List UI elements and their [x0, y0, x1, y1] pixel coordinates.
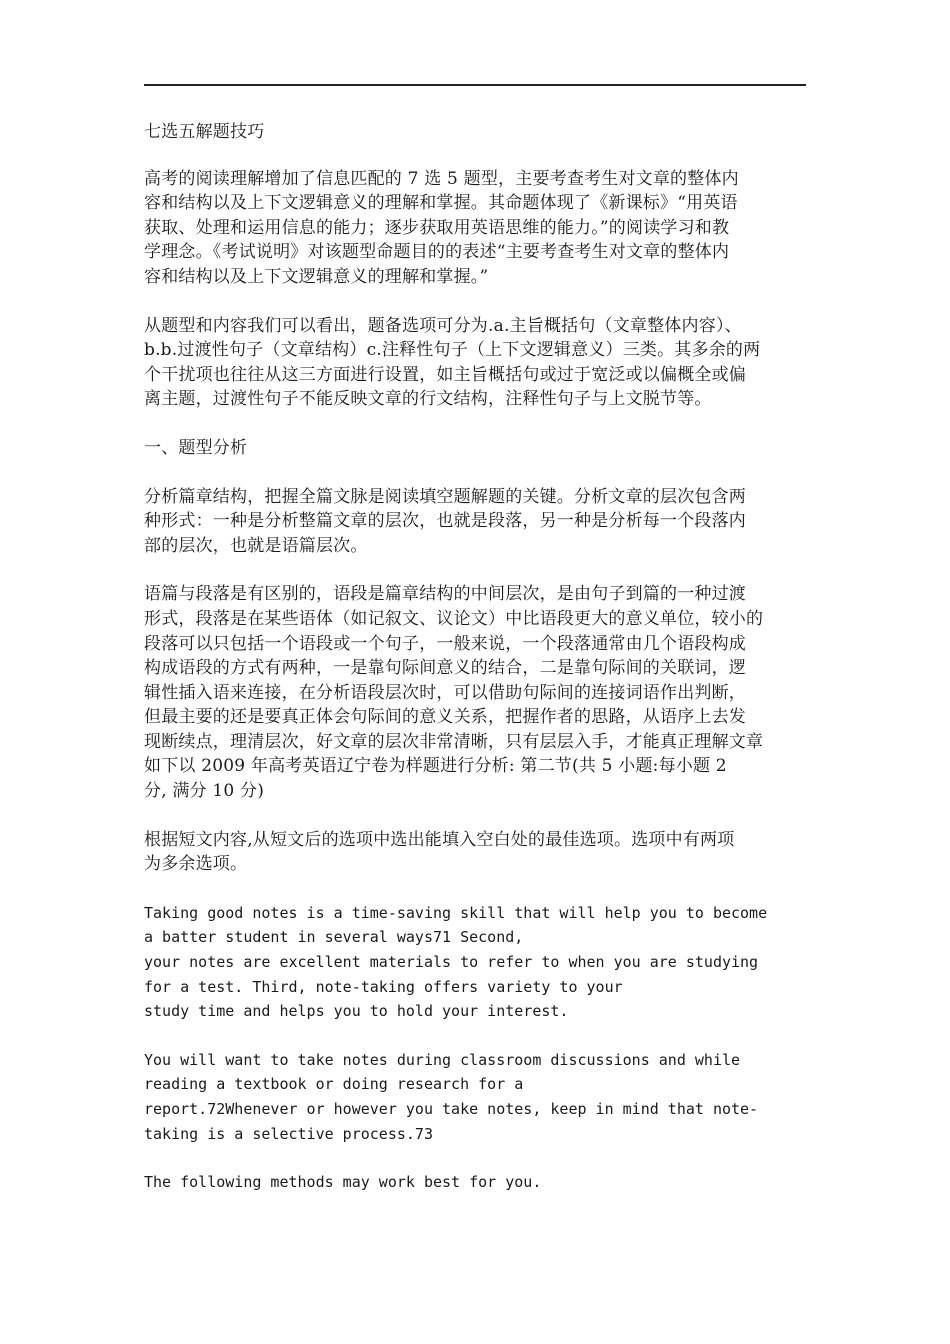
document-body [144, 120, 806, 1219]
title-line: 七选五解题技巧 [144, 122, 265, 142]
paragraph-line: 但最主要的还是要真正体会句际间的意义关系，把握作者的思路，从语序上去发 [144, 707, 746, 728]
passage-line: You will want to take notes during classroom discussions and while [144, 1050, 741, 1069]
paragraph-line: 部的层次，也就是语篇层次。 [144, 535, 368, 556]
analysis-paragraph [144, 485, 806, 559]
paragraph-line: b.b.过渡性句子（文章结构）c.注释性句子（上下文逻辑意义）三类。其多余的两 [144, 340, 761, 361]
option-types-paragraph [144, 314, 806, 412]
paragraph-line: 分析篇章结构，把握全篇文脉是阅读填空题解题的关键。分析文章的层次包含两 [144, 486, 746, 507]
paragraph-line: 容和结构以及上下文逻辑意义的理解和掌握。” [144, 266, 489, 287]
paragraph-line: 种形式：一种是分析整篇文章的层次，也就是段落，另一种是分析每一个段落内 [144, 511, 746, 532]
heading-line: 一、题型分析 [144, 437, 248, 458]
passage-line: The following methods may work best for you. [144, 1173, 542, 1192]
paragraph-line: 根据短文内容,从短文后的选项中选出能填入空白处的最佳选项。选项中有两项 [144, 829, 735, 850]
passage-line: Taking good notes is a time-saving skill that will help you to become [144, 903, 768, 922]
paragraph-line: 个干扰项也往往从这三方面进行设置，如主旨概括句或过于宽泛或以偏概全或偏 [144, 364, 746, 385]
paragraph-line: 辑性插入语来连接，在分析语段层次时，可以借助句际间的连接词语作出判断， [144, 682, 746, 703]
passage-line: reading a textbook or doing research for a [144, 1075, 524, 1094]
paragraph-line: 获取、处理和运用信息的能力；逐步获取用英语思维的能力。”的阅读学习和教 [144, 217, 730, 238]
document-title [144, 120, 806, 145]
paragraph-line: 容和结构以及上下文逻辑意义的理解和掌握。其命题体现了《新课标》“用英语 [144, 193, 738, 214]
paragraph-line: 分, 满分 10 分) [144, 781, 265, 802]
paragraph-line: 如下以 2009 年高考英语辽宁卷为样题进行分析: 第二节(共 5 小题:每小题 2 [144, 756, 727, 777]
paragraph-line: 为多余选项。 [144, 854, 248, 875]
english-passage-paragraph-2 [144, 1048, 806, 1146]
english-passage-paragraph-1 [144, 901, 806, 1024]
paragraph-line: 形式，段落是在某些语体（如记叙文、议论文）中比语段更大的意义单位，较小的 [144, 608, 764, 629]
instruction-paragraph [144, 828, 806, 877]
paragraph-line: 从题型和内容我们可以看出，题备选项可分为.a.主旨概括句（文章整体内容）、 [144, 315, 742, 336]
paragraph-line: 构成语段的方式有两种，一是靠句际间意义的结合，二是靠句际间的关联词，逻 [144, 658, 746, 679]
paragraph-line: 段落可以只包括一个语段或一个句子，一般来说，一个段落通常由几个语段构成 [144, 633, 746, 654]
paragraph-line: 学理念。《考试说明》对该题型命题目的的表述“主要考查考生对文章的整体内 [144, 242, 730, 263]
passage-line: taking is a selective process.73 [144, 1124, 433, 1143]
passage-line: for a test. Third, note-taking offers variety to your [144, 977, 623, 996]
paragraph-line: 语篇与段落是有区别的，语段是篇章结构的中间层次，是由句子到篇的一种过渡 [144, 584, 746, 605]
paragraph-line: 高考的阅读理解增加了信息匹配的 7 选 5 题型，主要考查考生对文章的整体内 [144, 168, 739, 189]
passage-line: a batter student in several ways71 Second, [144, 928, 524, 947]
intro-paragraph [144, 167, 806, 290]
passage-line: your notes are excellent materials to refer to when you are studying [144, 953, 759, 972]
header-rule [144, 84, 806, 86]
section-heading [144, 436, 806, 461]
paragraph-line: 离主题，过渡性句子不能反映文章的行文结构，注释性句子与上文脱节等。 [144, 389, 712, 410]
english-passage-paragraph-3 [144, 1170, 806, 1195]
discourse-paragraph [144, 582, 806, 803]
paragraph-line: 现断续点，理清层次，好文章的层次非常清晰，只有层层入手，才能真正理解文章 [144, 731, 764, 752]
passage-line: study time and helps you to hold your interest. [144, 1002, 569, 1021]
passage-line: report.72Whenever or however you take notes, keep in mind that note- [144, 1100, 759, 1118]
